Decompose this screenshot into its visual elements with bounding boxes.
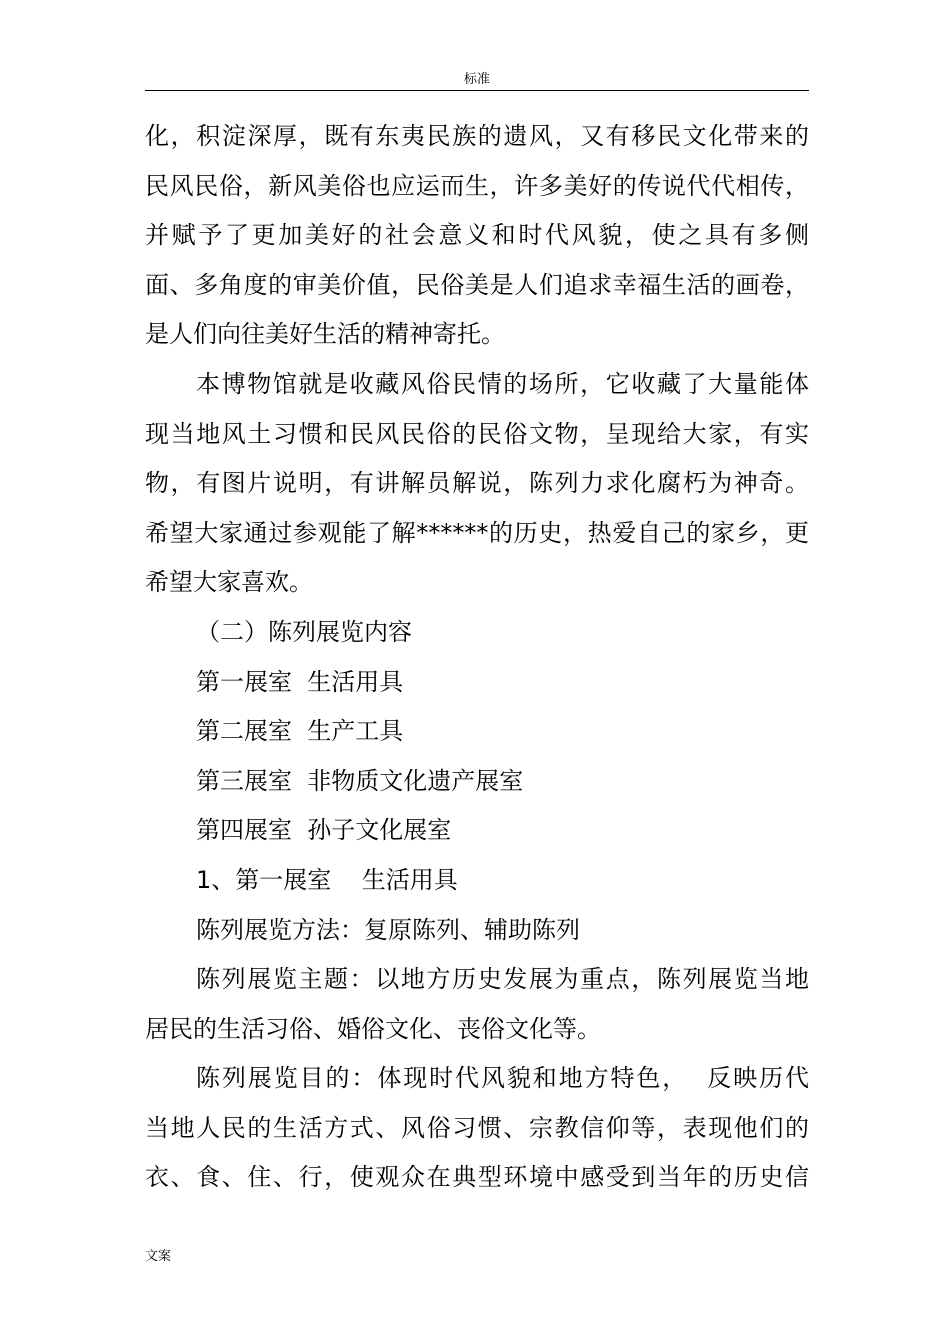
text-line: 面、多角度的审美价值，民俗美是人们追求幸福生活的画卷， [145, 270, 809, 299]
text-line: 化，积淀深厚，既有东夷民族的遗风，又有移民文化带来的 [145, 122, 809, 150]
page-footer: 文案 [145, 1249, 172, 1264]
text-line: 是人们向往美好生活的精神寄托。 [145, 320, 505, 349]
text-line: 并赋予了更加美好的社会意义和时代风貌，使之具有多侧 [145, 221, 809, 250]
text-line: 本博物馆就是收藏风俗民情的场所，它收藏了大量能体 [196, 369, 809, 398]
room-list-item: 第二展室 生产工具 [196, 717, 404, 746]
text-line: 现当地风土习惯和民风民俗的民俗文物，呈现给大家，有实 [145, 419, 809, 448]
text-line: 希望大家喜欢。 [145, 568, 313, 597]
page-header: 标准 [463, 72, 490, 87]
room-list-item: 第四展室 孙子文化展室 [196, 816, 452, 845]
document-body [145, 112, 809, 1203]
text-line: 陈列展览主题：以地方历史发展为重点，陈列展览当地 [196, 965, 809, 994]
subsection-heading: 1、第一展室 生活用具 [196, 865, 458, 894]
header-rule [145, 90, 809, 91]
text-line: 陈列展览目的：体现时代风貌和地方特色， 反映历代 [196, 1064, 809, 1093]
section-heading: （二）陈列展览内容 [196, 617, 412, 646]
text-line: 居民的生活习俗、婚俗文化、丧俗文化等。 [145, 1014, 601, 1043]
text-line: 当地人民的生活方式、风俗习惯、宗教信仰等，表现他们的 [145, 1113, 809, 1142]
room-list-item: 第一展室 生活用具 [196, 667, 404, 696]
text-line: 物，有图片说明，有讲解员解说，陈列力求化腐朽为神奇。 [145, 469, 809, 498]
text-line: 希望大家通过参观能了解******的历史，热爱自己的家乡，更 [145, 518, 809, 547]
text-line: 衣、食、住、行，使观众在典型环境中感受到当年的历史信 [145, 1163, 809, 1192]
room-list-item: 第三展室 非物质文化遗产展室 [196, 766, 524, 795]
text-line: 民风民俗，新风美俗也应运而生，许多美好的传说代代相传， [145, 171, 809, 200]
text-line: 陈列展览方法：复原陈列、辅助陈列 [196, 915, 580, 944]
